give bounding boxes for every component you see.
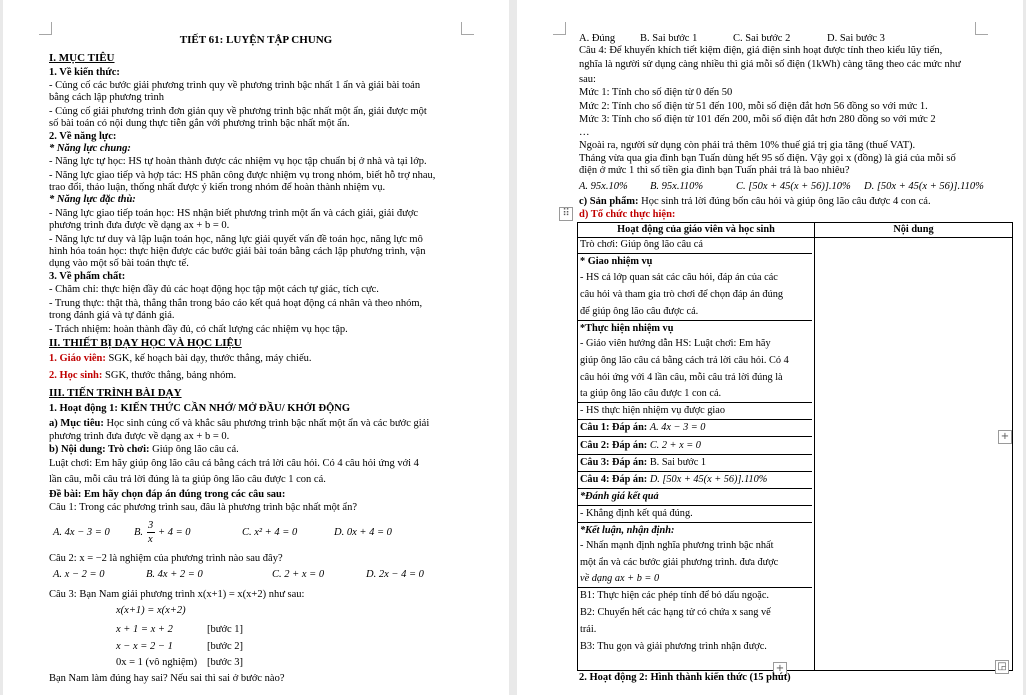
row-separator [578,253,812,254]
table-text-line: *Thực hiện nhiệm vụ [580,323,674,334]
q2-option-c: C. 2 + x = 0 [272,569,325,580]
solution-step-3: 0x = 1 (vô nghiệm) [116,657,198,668]
content-text: Giúp ông lão câu cá. [149,444,239,455]
table-text-line: - HS cả lớp quan sát các câu hỏi, đáp án của các [580,272,778,283]
heading-specific-competence: * Năng lực đặc thù: [49,194,136,205]
activity-2-heading: 2. Hoạt động 2: Hình thành kiến thức (15 phút) [579,672,791,683]
table-text-line: Trò chơi: Giúp ông lão câu cá [580,239,703,250]
table-row [578,238,1013,671]
move-handle-icon[interactable]: ⠿ [559,207,573,221]
q4-option-c: C. [50x + 45(x + 56)].10% [736,181,851,192]
content-label: b) Nội dung: Trò chơi: [49,444,150,455]
objective-line [49,418,429,430]
fraction-numerator: 3 [148,520,154,531]
exercise-heading: Đề bài: Em hãy chọn đáp án đúng trong các câu sau: [49,489,286,500]
teacher-equipment [49,353,312,365]
text-line: hình hóa toán học: thực hiện được các bước giải bài toán bằng cách lập phương trình, vận [49,246,426,257]
q3-option-a: A. Đúng [579,33,616,44]
text-line: - Trách nhiệm: hoàn thành đầy đủ, có chất lượng các nhiệm vụ học tập. [49,324,348,335]
answer-4 [580,474,767,486]
resize-icon[interactable]: ◲ [995,660,1009,674]
table-text-line: - HS thực hiện nhiệm vụ được giao [580,405,726,416]
row-separator [578,587,812,588]
row-separator [578,505,812,506]
ellipsis: … [579,127,590,138]
text-line: - Năng lực giao tiếp toán học: HS nhận biết phương trình một ẩn và cách giải, giải được [49,208,419,219]
answer-1-label: Câu 1: Đáp án: [580,422,648,433]
text-line: bằng cách lập phương trình [49,92,165,103]
table-text-line: - Khẳng định kết quả đúng. [580,508,693,519]
question-1: Câu 1: Trong các phương trình sau, đâu là phương trình bậc nhất một ẩn? [49,502,357,513]
question-2: Câu 2: x = −2 là nghiệm của phương trình nào sau đây? [49,553,283,564]
q4-option-d: D. [50x + 45(x + 56)].110% [864,181,984,192]
answer-2-value: C. 2 + x = 0 [649,440,701,451]
q1-option-a: A. 4x − 3 = 0 [53,527,110,538]
text-line: - Năng lực tư duy và lập luận toán học, năng lực giải quyết vấn đề toán học, năng lực mô [49,234,423,245]
teacher-label: 1. Giáo viên: [49,353,106,364]
text-line: lần câu, mỗi câu trả lời đúng là ta giúp ông lão câu được 1 con cá. [49,474,326,485]
objective-text: Học sinh củng cố và khắc sâu phương trình bậc nhất một ẩn và các bước giải [103,418,430,429]
table-text-line: *Kết luận, nhận định: [580,525,675,536]
content-cell[interactable] [815,238,1013,671]
q1-option-c: C. x² + 4 = 0 [242,527,298,538]
table-text-line: * Giao nhiệm vụ [580,256,653,267]
answer-4-value: D. [50x + 45(x + 56)].110% [649,474,768,485]
answer-3-label: Câu 3: Đáp án: [580,457,648,468]
q2-option-b: B. 4x + 2 = 0 [146,569,203,580]
organization-heading: d) Tổ chức thực hiện: [579,209,676,220]
row-separator [578,471,812,472]
text-line: sau: [579,74,596,85]
table-text-line: một ẩn và các bước giải phương trình. đưa được [580,557,779,568]
solution-step-0: x(x+1) = x(x+2) [116,605,186,616]
row-separator [578,320,812,321]
content-line [49,444,239,456]
text-line: trao đổi, thảo luận, thống nhất được ý kiến trong nhóm để hoàn thành nhiệm vụ. [49,182,386,193]
row-separator [578,419,812,420]
q1-option-b-rest: + 4 = 0 [158,527,191,538]
crop-mark-top-right [975,22,988,35]
row-separator [578,402,812,403]
question-3: Câu 3: Bạn Nam giải phương trình x(x+1) = x(x+2) như sau: [49,589,305,600]
objective-label: a) Mục tiêu: [49,418,104,429]
answer-1-value: A. 4x − 3 = 0 [649,422,706,433]
add-icon[interactable]: + [773,662,787,676]
text-line: Tháng vừa qua gia đình bạn Tuấn dùng hết 95 số điện. Vậy gọi x (đồng) là giá của mỗi số [579,153,956,164]
row-separator [578,454,812,455]
section-heading-equipment: II. THIẾT BỊ DẠY HỌC VÀ HỌC LIỆU [49,337,242,349]
document-page-2 [517,0,1023,695]
text-line: phương trình đưa được về dạng ax + b = 0. [49,220,230,231]
fraction-denominator: x [148,534,153,545]
vat-note: Ngoài ra, người sử dụng còn phải trả thêm 10% thuế giá trị gia tăng (thuế VAT). [579,140,916,151]
answer-4-label: Câu 4: Đáp án: [580,474,648,485]
column-header-activities: Hoạt động của giáo viên và học sinh [578,223,815,238]
text-line: - Năng lực giao tiếp và hợp tác: HS phân công được nhiệm vụ trong nhóm, biết hỗ trợ nhau, [49,170,436,181]
table-text-line: ta giúp ông lão câu được 1 con cá. [580,388,722,399]
text-line: trong đánh giá và tự đánh giá. [49,310,175,321]
product-text: Học sinh trả lời đúng bốn câu hỏi và giúp ông lão câu được 4 con cá. [638,196,931,207]
q4-option-b: B. 95x.110% [650,181,704,192]
step-1-note: [bước 1] [207,624,244,635]
table-text-line: *Đánh giá kết quả [580,491,659,502]
text-line: nghĩa là người sử dụng càng nhiều thì giá mỗi số điện (1kWh) càng tăng theo các mức như [579,59,961,70]
product-line [579,196,931,208]
table-text-line: câu hỏi ứng với 4 lần câu, mỗi câu trả lời đúng là [580,372,783,383]
q1-option-b-label: B. [134,527,144,538]
table-text-line: về dạng ax + b = 0 [580,573,660,584]
table-text-line: trái. [580,624,597,635]
activity-table [577,222,1013,671]
activities-cell [578,238,815,671]
question-4: Câu 4: Để khuyến khích tiết kiệm điện, giá điện sinh hoạt được tính theo kiểu lũy tiến, [579,45,943,56]
solution-step-1: x + 1 = x + 2 [116,624,173,635]
heading-general-competence: * Năng lực chung: [49,143,131,154]
answer-2-label: Câu 2: Đáp án: [580,440,648,451]
table-text-line: B2: Chuyển hết các hạng tử có chứa x sang vế [580,607,771,618]
heading-qualities: 3. Về phẩm chất: [49,271,126,282]
table-text-line: B1: Thực hiện các phép tính để bỏ dấu ngoặc. [580,590,769,601]
table-text-line: câu hỏi và tham gia trò chơi để chọn đáp án đúng [580,289,784,300]
student-equipment [49,370,236,382]
heading-knowledge: 1. Về kiến thức: [49,67,120,78]
text-line: Luật chơi: Em hãy giúp ông lão câu cá bằng cách trả lời câu hỏi. Có 4 câu hỏi ứng với 4 [49,458,419,469]
tier-2: Mức 2: Tính cho số điện từ 51 đến 100, mỗi số điện đắt hơn 56 đồng so với mức 1. [579,101,928,112]
q3-option-d: D. Sai bước 3 [827,33,885,44]
q3-option-c: C. Sai bước 2 [733,33,791,44]
table-text-line: B3: Thu gọn và giải phương trình nhận được. [580,641,767,652]
text-line: điện ở mức 1 thì số tiền gia đình bạn Tuấn phải trả là bao nhiêu? [579,165,850,176]
q4-option-a: A. 95x.10% [579,181,628,192]
q2-option-a: A. x − 2 = 0 [53,569,105,580]
answer-1 [580,422,705,434]
text-line: - Trung thực: thật thà, thẳng thắn trong báo cáo kết quả hoạt động cá nhân và theo nhóm, [49,298,423,309]
heading-competence: 2. Về năng lực: [49,131,117,142]
text-line: - Củng cố các bước giải phương trình quy về phương trình bậc nhất 1 ẩn và giải bài toán [49,80,421,91]
solution-step-2: x − x = 2 − 1 [116,641,173,652]
section-heading-procedure: III. TIẾN TRÌNH BÀI DẠY [49,387,182,399]
text-line: - Chăm chỉ: thực hiện đầy đủ các hoạt động học tập một cách tự giác, tích cực. [49,284,379,295]
text-line: - Năng lực tự học: HS tự hoàn thành được các nhiệm vụ học tập chuẩn bị ở nhà và tại lớp. [49,156,427,167]
text-line: phương trình đưa được về dạng ax + b = 0. [49,431,230,442]
row-separator [578,436,812,437]
teacher-text: SGK, kế hoạch bài dạy, thước thẳng, máy chiếu. [105,353,312,364]
document-page-1 [3,0,509,695]
answer-3 [580,457,706,469]
section-heading-objectives: I. MỤC TIÊU [49,52,115,64]
step-2-note: [bước 2] [207,641,244,652]
text-line: số bài toán có nội dung thực tiễn gắn với phương trình bậc nhất một ẩn. [49,118,350,129]
activity-1-heading: 1. Hoạt động 1: KIẾN THỨC CẦN NHỚ/ MỞ ĐẦU/ KHỞI ĐỘNG [49,403,351,414]
table-header-row [578,223,1013,238]
q2-option-d: D. 2x − 4 = 0 [366,569,424,580]
tier-3: Mức 3: Tính cho số điện từ 101 đến 200, mỗi số điện đắt hơn 280 đồng so với mức 2 [579,114,936,125]
fraction-bar [147,532,155,533]
table-text-line: - Nhấn mạnh định nghĩa phương trình bậc nhất [580,540,774,551]
question-3-prompt: Bạn Nam làm đúng hay sai? Nếu sai thì sai ở bước nào? [49,673,285,684]
text-line: dụng vào một số bài toán thực tế. [49,258,189,269]
q3-option-b: B. Sai bước 1 [640,33,698,44]
q1-option-d: D. 0x + 4 = 0 [334,527,392,538]
crop-mark-top-left [553,22,566,35]
student-text: SGK, thước thẳng, bảng nhóm. [102,370,237,381]
step-3-note: [bước 3] [207,657,244,668]
tier-1: Mức 1: Tính cho số điện từ 0 đến 50 [579,87,733,98]
column-header-content: Nội dung [815,223,1013,238]
table-text-line: để giúp ông lão câu được cá. [580,306,699,317]
text-line: - Củng cố giải phương trình đơn giản quy về phương trình bậc nhất một ẩn, giải được một [49,106,427,117]
table-text-line: - Giáo viên hướng dẫn HS: Luật chơi: Em hãy [580,338,771,349]
table-text-line: giúp ông lão câu cá bằng cách trả lời câu hỏi. Có 4 [580,355,789,366]
student-label: 2. Học sinh: [49,370,103,381]
row-separator [578,522,812,523]
lesson-title: TIẾT 61: LUYỆN TẬP CHUNG [179,34,333,46]
add-icon[interactable]: + [998,430,1012,444]
product-label: c) Sản phẩm: [579,196,639,207]
row-separator [578,488,812,489]
answer-2 [580,440,701,452]
answer-3-value: B. Sai bước 1 [649,457,707,468]
